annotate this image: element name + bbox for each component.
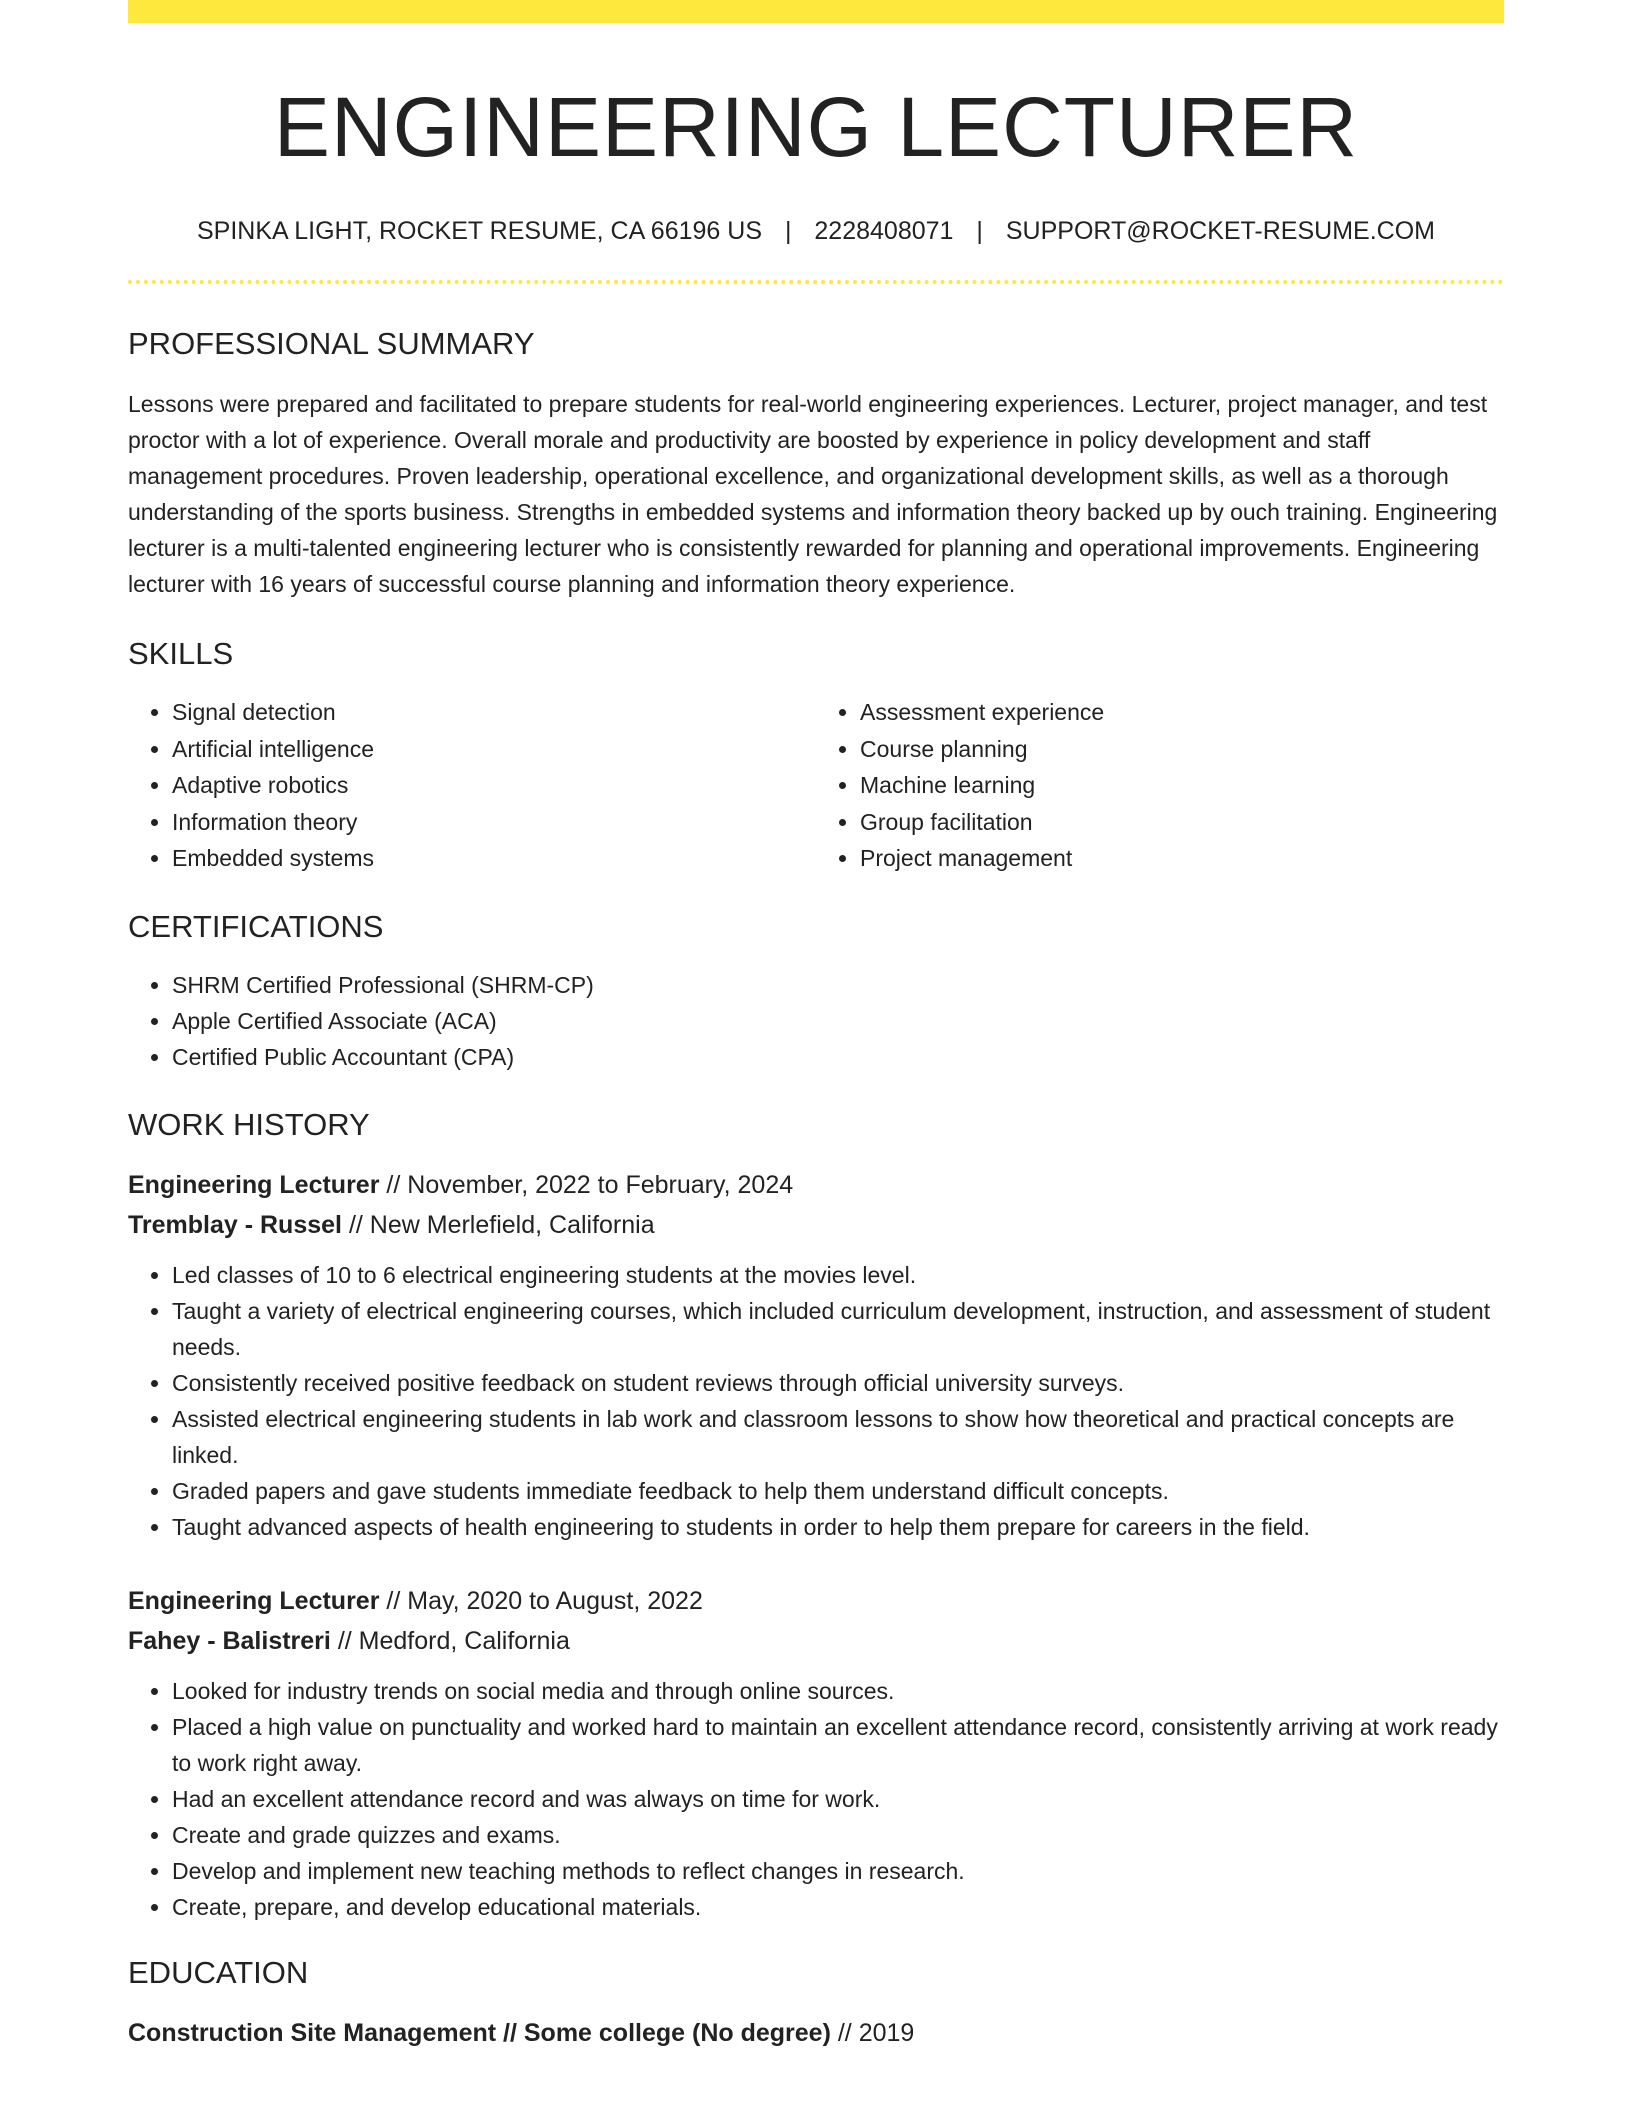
job-dates: November, 2022 to February, 2024 bbox=[407, 1170, 794, 1199]
job-separator: // bbox=[348, 1210, 363, 1239]
job-bullet: • Led classes of 10 to 6 electrical engineering students at the movies level. bbox=[172, 1257, 1504, 1293]
contact-separator: | bbox=[976, 217, 983, 246]
skills-heading: SKILLS bbox=[128, 636, 234, 672]
skill-item: • Assessment experience bbox=[860, 694, 1504, 731]
job-entry bbox=[128, 1165, 1504, 1545]
job-company: Fahey - Balistreri bbox=[128, 1626, 331, 1655]
job-role-line bbox=[128, 1581, 1504, 1621]
contact-phone[interactable]: 2228408071 bbox=[814, 217, 954, 246]
job-bullet: • Looked for industry trends on social media and through online sources. bbox=[172, 1673, 1504, 1709]
education-separator: // bbox=[837, 2018, 852, 2047]
contact-email[interactable]: SUPPORT@ROCKET-RESUME.COM bbox=[1005, 217, 1435, 246]
job-bullet: • Graded papers and gave students immediate feedback to help them understand difficult concepts. bbox=[172, 1473, 1504, 1509]
job-bullet: • Placed a high value on punctuality and worked hard to maintain an excellent attendance record, consistently arriving at work ready to work right away. bbox=[172, 1709, 1504, 1781]
skill-item: • Adaptive robotics bbox=[172, 767, 816, 804]
job-role: Engineering Lecturer bbox=[128, 1170, 380, 1199]
job-role: Engineering Lecturer bbox=[128, 1586, 380, 1615]
job-bullet: • Consistently received positive feedback on student reviews through official university surveys. bbox=[172, 1365, 1504, 1401]
job-dates: May, 2020 to August, 2022 bbox=[407, 1586, 703, 1615]
job-location: Medford, California bbox=[358, 1626, 570, 1655]
certifications-list bbox=[128, 967, 1504, 1075]
job-bullets bbox=[128, 1257, 1504, 1545]
job-bullet: • Had an excellent attendance record and was always on time for work. bbox=[172, 1781, 1504, 1817]
skill-item: • Information theory bbox=[172, 804, 816, 841]
job-bullet: • Create, prepare, and develop educational materials. bbox=[172, 1889, 1504, 1925]
education-heading: EDUCATION bbox=[128, 1954, 309, 1990]
certifications-heading: CERTIFICATIONS bbox=[128, 908, 384, 944]
job-role-line bbox=[128, 1165, 1504, 1205]
education-program: Construction Site Management // Some college (No degree) bbox=[128, 2018, 831, 2047]
job-company-line bbox=[128, 1205, 1504, 1245]
job-separator: // bbox=[386, 1170, 401, 1199]
job-company: Tremblay - Russel bbox=[128, 1210, 342, 1239]
job-separator: // bbox=[337, 1626, 352, 1655]
summary-text: Lessons were prepared and facilitated to prepare students for real-world engineering experiences. Lecturer, project manager, and test proctor with a lot of experience. Overall morale and productivity are boosted by experience in policy development and staff management procedures. Proven leadership, operational excellence, and organizational development skills, as well as a thorough understanding of the sports business. Strengths in embedded systems and information theory backed up by ouch training. Engineering lecturer is a multi-talented engineering lecturer who is consistently rewarded for planning and operational improvements. Engineering lecturer with 16 years of successful course planning and information theory experience. bbox=[128, 391, 1498, 598]
accent-top-bar bbox=[128, 0, 1504, 23]
job-entry bbox=[128, 1581, 1504, 1925]
skill-item: • Project management bbox=[860, 840, 1504, 877]
skills-list-right bbox=[816, 694, 1504, 877]
summary-heading: PROFESSIONAL SUMMARY bbox=[128, 326, 535, 362]
dotted-divider bbox=[128, 280, 1504, 284]
skills-columns bbox=[128, 694, 1504, 877]
education-year: 2019 bbox=[858, 2018, 915, 2047]
skill-item: • Machine learning bbox=[860, 767, 1504, 804]
skill-item: • Embedded systems bbox=[172, 840, 816, 877]
job-bullet: • Create and grade quizzes and exams. bbox=[172, 1817, 1504, 1853]
job-bullet: • Taught advanced aspects of health engineering to students in order to help them prepare for careers in the field. bbox=[172, 1509, 1504, 1545]
education-entry bbox=[128, 2013, 1504, 2053]
skill-item: • Group facilitation bbox=[860, 804, 1504, 841]
certification-item: • SHRM Certified Professional (SHRM-CP) bbox=[172, 967, 1504, 1003]
contact-separator: | bbox=[784, 217, 792, 246]
contact-address: SPINKA LIGHT, ROCKET RESUME, CA 66196 US bbox=[196, 217, 762, 246]
certification-item: • Certified Public Accountant (CPA) bbox=[172, 1039, 1504, 1075]
skill-item: • Course planning bbox=[860, 731, 1504, 768]
job-location: New Merlefield, California bbox=[369, 1210, 655, 1239]
resume-page bbox=[128, 0, 1504, 2053]
certification-item: • Apple Certified Associate (ACA) bbox=[172, 1003, 1504, 1039]
skills-list-left bbox=[128, 694, 816, 877]
job-bullets bbox=[128, 1673, 1504, 1925]
job-bullet: • Assisted electrical engineering students in lab work and classroom lessons to show how theoretical and practical concepts are linked. bbox=[172, 1401, 1504, 1473]
contact-line bbox=[128, 217, 1504, 246]
skill-item: • Signal detection bbox=[172, 694, 816, 731]
job-company-line bbox=[128, 1621, 1504, 1661]
resume-name: ENGINEERING LECTURER bbox=[273, 80, 1359, 174]
job-separator: // bbox=[386, 1586, 401, 1615]
work-history-heading: WORK HISTORY bbox=[128, 1106, 370, 1142]
skill-item: • Artificial intelligence bbox=[172, 731, 816, 768]
job-bullet: • Develop and implement new teaching methods to reflect changes in research. bbox=[172, 1853, 1504, 1889]
job-bullet: • Taught a variety of electrical engineering courses, which included curriculum development, instruction, and assessment of student needs. bbox=[172, 1293, 1504, 1365]
